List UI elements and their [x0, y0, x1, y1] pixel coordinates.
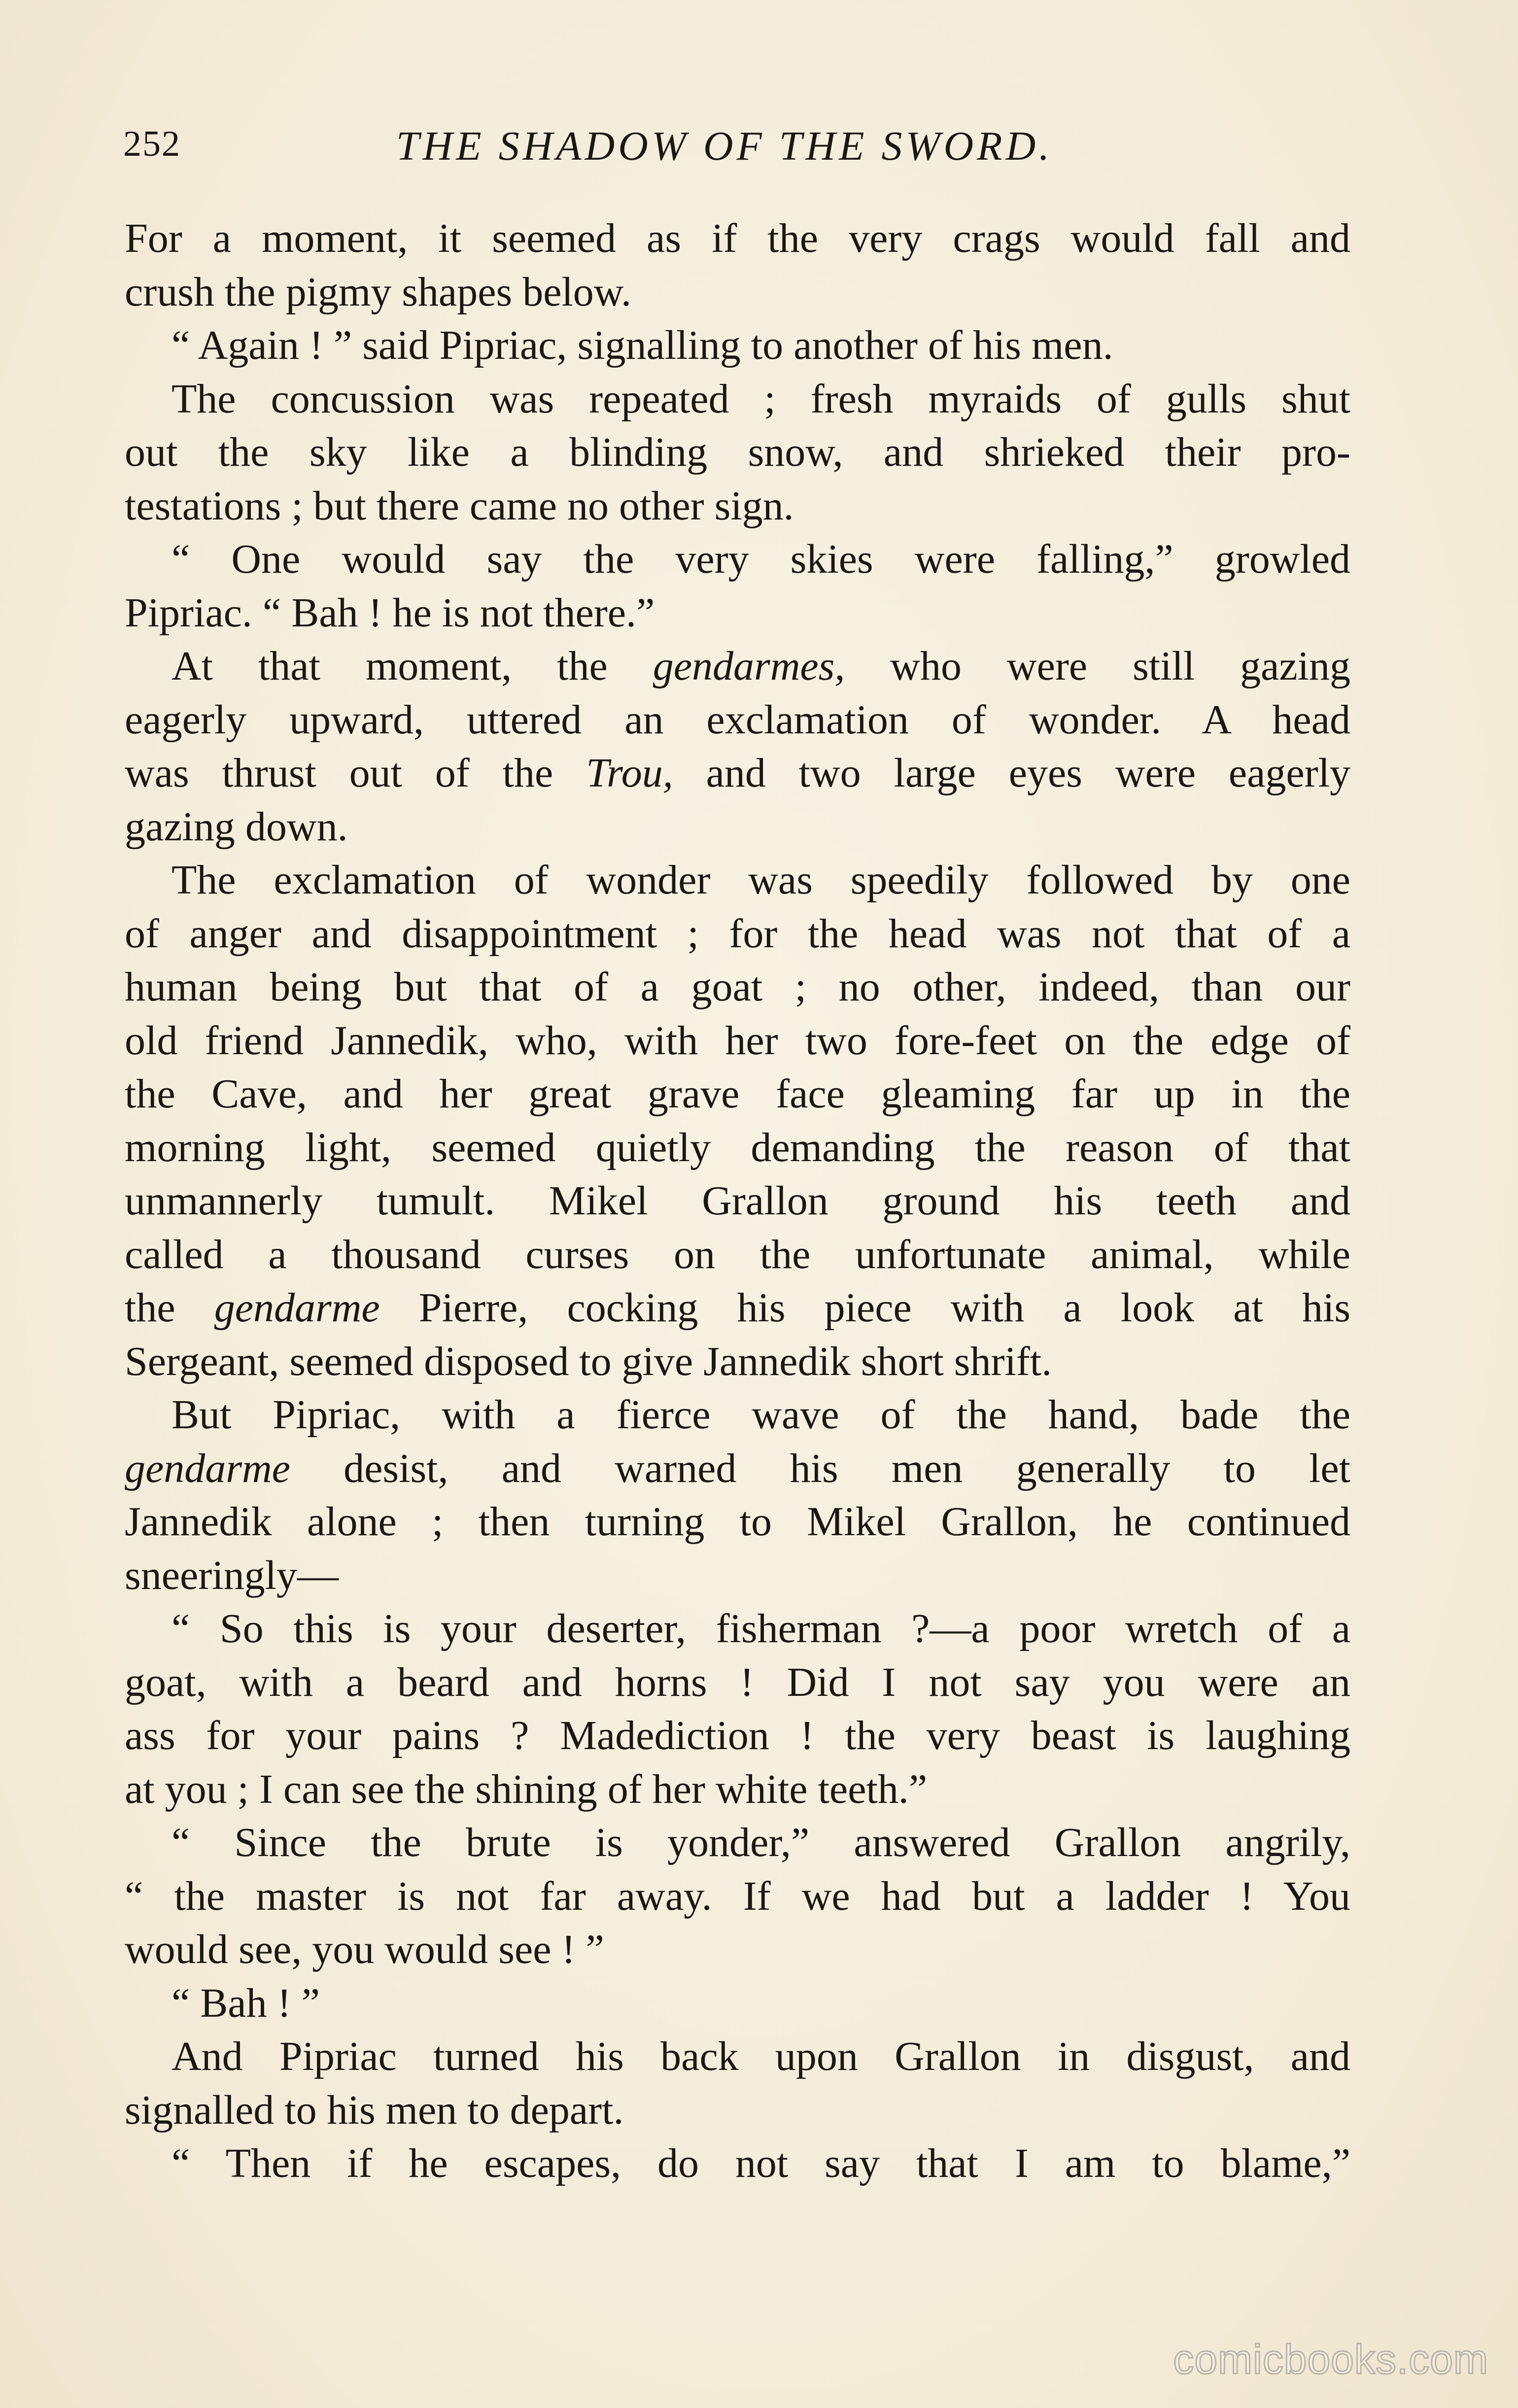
text-segment: was thrust out of the [125, 750, 586, 796]
text-segment: testations ; but there came no other sign. [125, 482, 794, 529]
text-segment: “ Then if he escapes, do not say that I am to blame,” [172, 2140, 1350, 2186]
text-line [125, 266, 1350, 319]
text-segment: Pipriac. “ Bah ! he is not there.” [125, 589, 655, 636]
text-segment: The exclamation of wonder was speedily followed by one [172, 857, 1350, 903]
page-number: 252 [123, 124, 181, 164]
text-segment: “ Bah ! ” [172, 1980, 320, 2026]
text-segment: would see, you would see ! ” [125, 1926, 604, 1972]
text-segment: who were still gazing [845, 643, 1350, 689]
text-line [125, 2137, 1350, 2191]
text-line [125, 426, 1350, 480]
text-segment: signalled to his men to depart. [125, 2087, 624, 2133]
italic-text: gendarme [214, 1285, 380, 1331]
text-segment: unmannerly tumult. Mikel Grallon ground his teeth and [125, 1178, 1350, 1224]
text-segment: sneeringly— [125, 1552, 339, 1598]
text-line [125, 1335, 1350, 1389]
text-segment: ass for your pains ? Madediction ! the very beast is laughing [125, 1713, 1350, 1758]
text-line [125, 1067, 1350, 1121]
text-segment: desist, and warned his men generally to let [290, 1445, 1350, 1491]
text-line [125, 800, 1350, 854]
text-segment: eagerly upward, uttered an exclamation of wonder. A head [125, 696, 1350, 743]
italic-text: Trou, [586, 750, 673, 796]
text-line [125, 640, 1350, 693]
text-line [125, 1549, 1350, 1603]
text-segment: the Cave, and her great grave face gleaming far up in the [125, 1071, 1350, 1117]
text-line [125, 373, 1350, 426]
text-line [125, 212, 1350, 266]
text-line [125, 1602, 1350, 1656]
text-segment: “ Again ! ” said Pipriac, signalling to another of his men. [172, 322, 1113, 368]
italic-text: gendarme [125, 1445, 290, 1491]
text-segment: morning light, seemed quietly demanding the reason of that [125, 1124, 1350, 1170]
text-line [125, 1656, 1350, 1710]
text-segment: “ So this is your deserter, fisherman ?—a poor wretch of a [172, 1606, 1350, 1651]
watermark: comicbooks.com [1173, 2336, 1488, 2382]
text-line [125, 1763, 1350, 1817]
text-segment: Sergeant, seemed disposed to give Jannedik short shrift. [125, 1338, 1052, 1384]
text-line [125, 1388, 1350, 1442]
text-segment: the [125, 1285, 214, 1331]
text-line [125, 480, 1350, 533]
text-line [125, 2030, 1350, 2084]
text-line [125, 1923, 1350, 1977]
text-line [125, 1816, 1350, 1870]
text-line [125, 1870, 1350, 1924]
text-line [125, 854, 1350, 907]
text-line [125, 1014, 1350, 1068]
text-line [125, 747, 1350, 800]
text-segment: And Pipriac turned his back upon Grallon in disgust, and [172, 2033, 1350, 2079]
text-line [125, 586, 1350, 640]
text-line [125, 2084, 1350, 2137]
text-line [125, 1121, 1350, 1175]
text-line [125, 1495, 1350, 1549]
text-line [125, 1442, 1350, 1496]
text-segment: At that moment, the [172, 643, 653, 689]
text-line [125, 1281, 1350, 1335]
text-segment: human being but that of a goat ; no other, indeed, than our [125, 964, 1350, 1010]
text-line [125, 533, 1350, 586]
text-line [125, 693, 1350, 747]
text-line [125, 1228, 1350, 1282]
text-line [125, 1977, 1350, 2030]
text-segment: of anger and disappointment ; for the head was not that of a [125, 910, 1350, 957]
text-segment: goat, with a beard and horns ! Did I not say you were an [125, 1659, 1350, 1705]
italic-text: gendarmes, [653, 643, 845, 689]
text-segment: “ the master is not far away. If we had but a ladder ! You [125, 1873, 1350, 1919]
text-segment: called a thousand curses on the unfortunate animal, while [125, 1231, 1350, 1277]
text-segment: “ One would say the very skies were falling,” growled [172, 536, 1350, 582]
body-text [125, 212, 1350, 2191]
text-segment: at you ; I can see the shining of her white teeth.” [125, 1766, 928, 1812]
text-segment: out the sky like a blinding snow, and shrieked their pro- [125, 429, 1350, 475]
text-segment: and two large eyes were eagerly [673, 750, 1350, 796]
text-segment: “ Since the brute is yonder,” answered Grallon angrily, [172, 1820, 1350, 1865]
page-header [123, 118, 1355, 172]
text-segment: old friend Jannedik, who, with her two fore-feet on the edge of [125, 1017, 1350, 1064]
text-segment: Jannedik alone ; then turning to Mikel Grallon, he continued [125, 1499, 1350, 1545]
text-line [125, 319, 1350, 373]
text-segment: Pierre, cocking his piece with a look at his [380, 1285, 1351, 1331]
text-segment: But Pipriac, with a fierce wave of the hand, bade the [172, 1392, 1350, 1438]
text-segment: For a moment, it seemed as if the very crags would fall and [125, 215, 1350, 261]
text-line [125, 1174, 1350, 1228]
text-line [125, 961, 1350, 1014]
text-segment: The concussion was repeated ; fresh myraids of gulls shut [172, 376, 1350, 422]
text-segment: crush the pigmy shapes below. [125, 269, 632, 315]
text-segment: gazing down. [125, 803, 348, 850]
text-line [125, 907, 1350, 961]
text-line [125, 1709, 1350, 1763]
running-title: THE SHADOW OF THE SWORD. [396, 123, 1053, 169]
